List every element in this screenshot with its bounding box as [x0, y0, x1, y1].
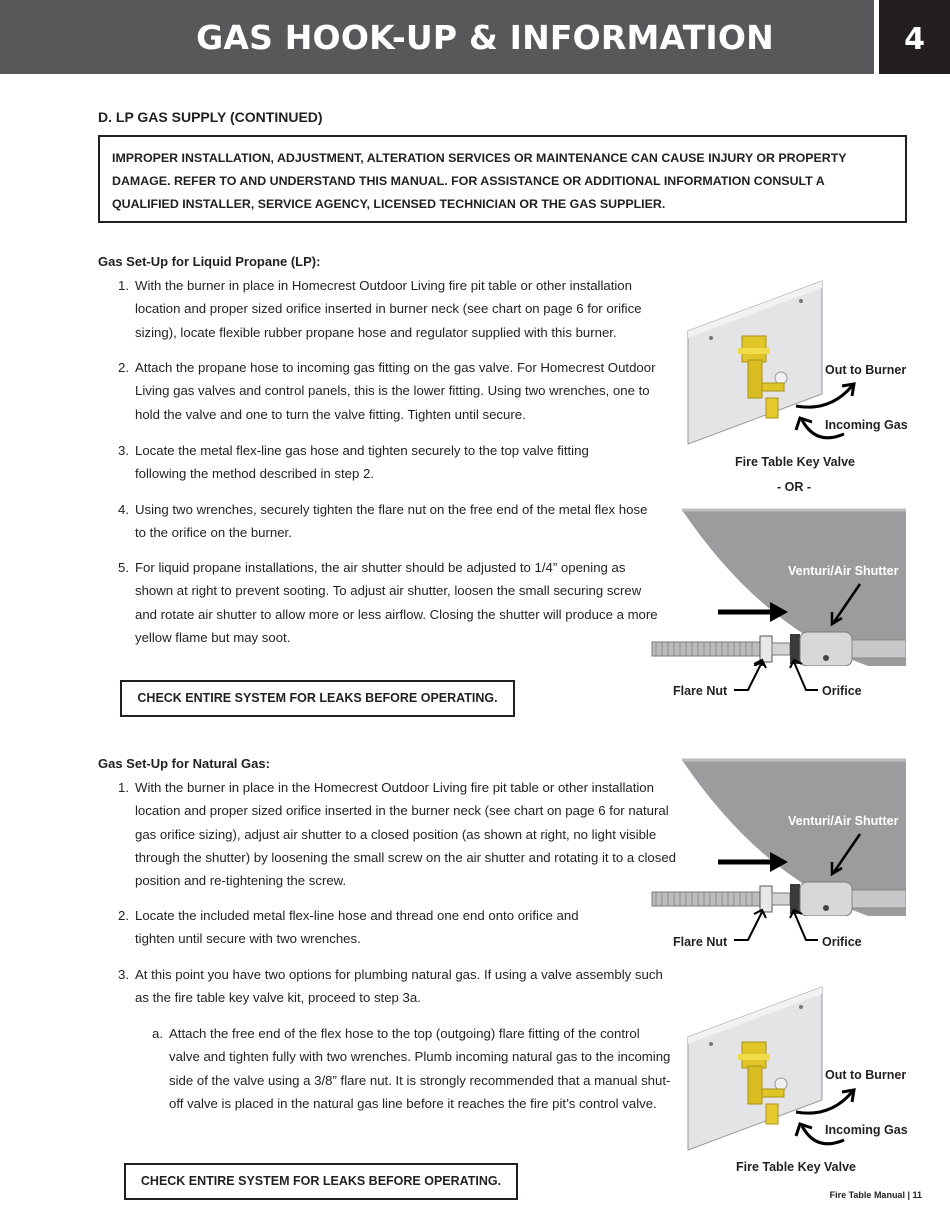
figure-caption: Fire Table Key Valve: [735, 455, 855, 469]
label-orifice: Orifice: [822, 684, 862, 698]
lp-heading: Gas Set-Up for Liquid Propane (LP):: [98, 254, 321, 269]
step-text: Attach the propane hose to incoming gas fitting on the gas valve. For Homecrest Outdoor Living gas valves and control panels, this is the lower fitting. Using two wrenches, one to hold the valve and one to turn the valve fitting. Tighten until secure.: [135, 360, 656, 422]
step-text: Attach the free end of the flex hose to the top (outgoing) flare fitting of the control valve and tighten fully with two wrenches. Plumb incoming natural gas to the incoming side of the valve using a 3/8” flare nut. It is strongly recommended that a manual shut-off valve is placed in the natural gas line before it reaches the fire pit’s control valve.: [169, 1026, 671, 1111]
header-bar: [0, 0, 874, 74]
label-flare-nut: Flare Nut: [673, 684, 728, 698]
step-text: At this point you have two options for plumbing natural gas. If using a valve assembly such as the fire table key valve kit, proceed to step 3a.: [135, 967, 663, 1006]
step-text: For liquid propane installations, the air shutter should be adjusted to 1/4” opening as shown at right to prevent sooting. To adjust air shutter, loosen the small securing screw and rotate air shutter to allow more or less airflow. Closing the shutter will produce a more yellow flame but may soot.: [135, 560, 658, 645]
step-number: a.: [152, 1026, 163, 1041]
venturi-illustration: [650, 756, 906, 916]
arrow-icon: [780, 1082, 870, 1162]
arrow-icon: [780, 376, 870, 456]
label-orifice: Orifice: [822, 935, 862, 949]
footer-manual-name: Fire Table Manual: [829, 1190, 905, 1200]
warning-box: [98, 135, 907, 223]
ng-step-2: [118, 904, 618, 951]
page-header-title: GAS HOOK-UP & INFORMATION: [196, 18, 774, 57]
step-text: With the burner in place in the Homecrest Outdoor Living fire pit table or other installation location and proper sized orifice inserted in the burner neck (see chart on page 6 for natural gas orifice sizing), adjust air shutter to a closed position (as shown at right, no light visible through the shutter) by loosening the small screw on the air shutter and rotating it to a closed position and re-tightening the screw.: [135, 780, 676, 889]
label-venturi: Venturi/Air Shutter: [788, 564, 899, 578]
ng-step-3a: [152, 1022, 674, 1115]
step-text: With the burner in place in Homecrest Outdoor Living fire pit table or other installation location and proper sized orifice inserted in burner neck (see chart on page 6 for orifice sizing), locate flexible rubber propane hose and regulator supplied with this burner.: [135, 278, 642, 340]
figure-caption: Fire Table Key Valve: [736, 1160, 856, 1174]
ng-step-3: [118, 963, 668, 1010]
section-number: 4: [904, 22, 925, 57]
ng-leak-check-box: CHECK ENTIRE SYSTEM FOR LEAKS BEFORE OPERATING.: [124, 1163, 518, 1200]
ng-heading: Gas Set-Up for Natural Gas:: [98, 756, 270, 771]
warning-text: IMPROPER INSTALLATION, ADJUSTMENT, ALTERATION SERVICES OR MAINTENANCE CAN CAUSE INJURY OR PROPERTY DAMAGE. REFER TO AND UNDERSTAND THIS MANUAL. FOR ASSISTANCE OR ADDITIONAL INFORMATION CONSULT A QUALIFIED INSTALLER, SERVICE AGENCY, LICENSED TECHNICIAN OR THE GAS SUPPLIER.: [112, 151, 847, 211]
or-divider: - OR -: [777, 480, 812, 494]
step-number: 5.: [118, 560, 129, 575]
footer-page-number: 11: [912, 1190, 922, 1200]
step-number: 3.: [118, 967, 129, 982]
lp-step-4: [118, 498, 648, 545]
lp-step-1: [118, 274, 678, 344]
label-incoming-gas: Incoming Gas: [825, 1123, 908, 1137]
step-text: Using two wrenches, securely tighten the flare nut on the free end of the metal flex hose to the orifice on the burner.: [135, 502, 648, 541]
lp-step-3: [118, 439, 638, 486]
label-out-to-burner: Out to Burner: [825, 363, 907, 377]
ng-step-1: [118, 776, 688, 892]
step-number: 2.: [118, 908, 129, 923]
lp-step-5: [118, 556, 658, 649]
venturi-illustration: [650, 506, 906, 666]
step-number: 3.: [118, 443, 129, 458]
lp-leak-check-box: CHECK ENTIRE SYSTEM FOR LEAKS BEFORE OPERATING.: [120, 680, 515, 717]
page-footer: Fire Table Manual | 11: [829, 1190, 922, 1200]
label-incoming-gas: Incoming Gas: [825, 418, 908, 432]
step-text: Locate the metal flex-line gas hose and tighten securely to the top valve fitting following the method described in step 2.: [135, 443, 589, 482]
label-out-to-burner: Out to Burner: [825, 1068, 907, 1082]
section-number-box: [879, 0, 950, 74]
step-text: Locate the included metal flex-line hose and thread one end onto orifice and tighten until secure with two wrenches.: [135, 908, 579, 947]
step-number: 2.: [118, 360, 129, 375]
lp-step-2: [118, 356, 666, 426]
step-number: 1.: [118, 278, 129, 293]
step-number: 4.: [118, 502, 129, 517]
step-number: 1.: [118, 780, 129, 795]
section-title: D. LP GAS SUPPLY (CONTINUED): [98, 109, 323, 125]
label-flare-nut: Flare Nut: [673, 935, 728, 949]
label-venturi: Venturi/Air Shutter: [788, 814, 899, 828]
